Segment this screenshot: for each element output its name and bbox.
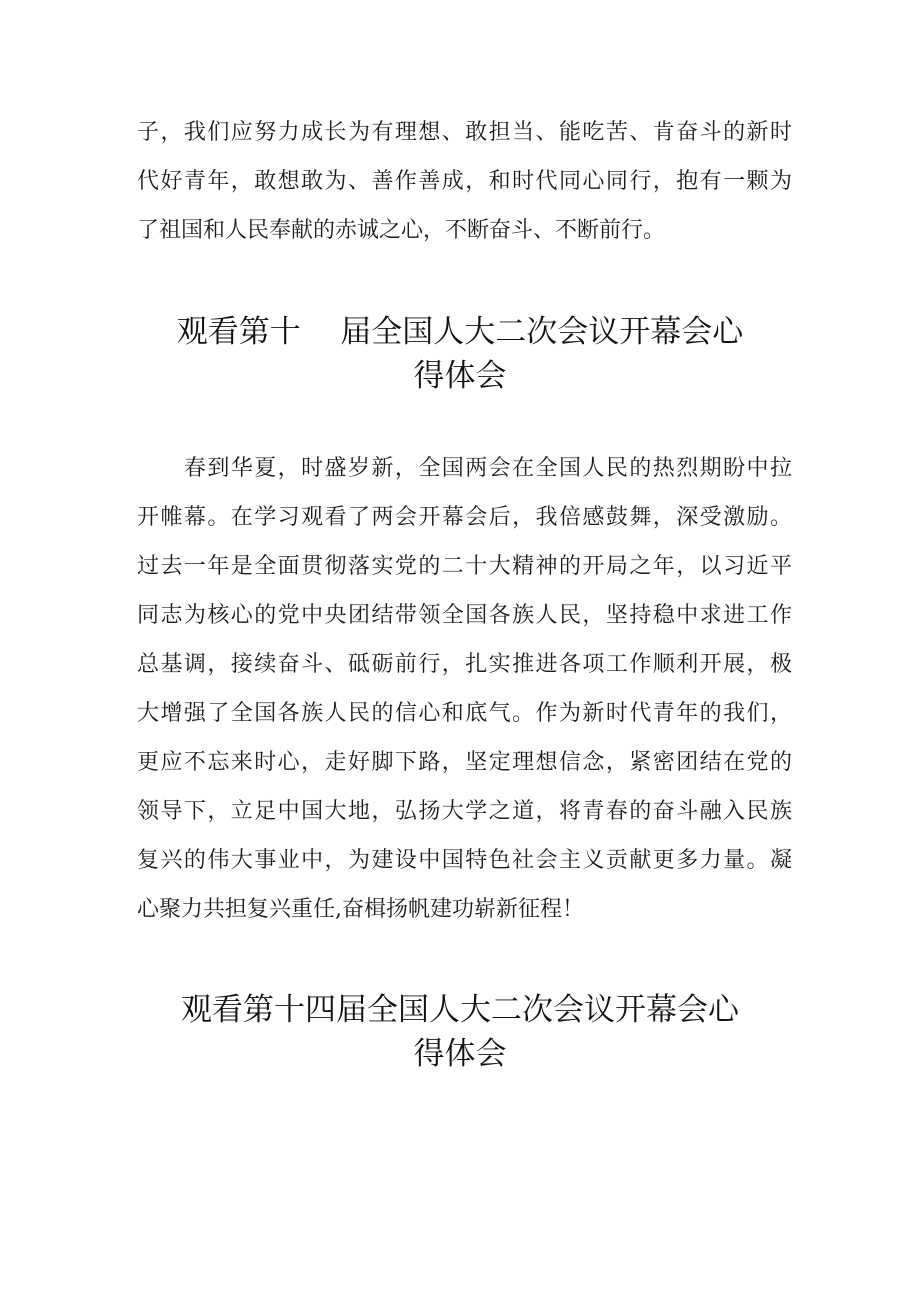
paragraph-line: 心聚力共担复兴重任,奋楫扬帆建功崭新征程！ [137, 897, 584, 922]
paragraph-line: 了祖国和人民奉献的赤诚之心，不断奋斗、不断前行。 [137, 218, 666, 243]
paragraph-line: 开帷幕。在学习观看了两会开幕会后，我倍感鼓舞，深受激励。 [137, 505, 792, 530]
paragraph-line: 春到华夏，时盛岁新，全国两会在全国人民的热烈期盼中拉 [137, 456, 792, 481]
heading-line: 观看第十 届全国人大二次会议开幕会心 [176, 314, 744, 350]
continuation-paragraph [137, 108, 792, 255]
paragraph-line: 领导下，立足中国大地，弘扬大学之道，将青春的奋斗融入民族 [137, 799, 792, 824]
paragraph-line: 子，我们应努力成长为有理想、敢担当、能吃苦、肯奋斗的新时 [137, 120, 792, 145]
paragraph-line: 同志为核心的党中央团结带领全国各族人民，坚持稳中求进工作 [137, 603, 792, 628]
paragraph-line: 大增强了全国各族人民的信心和底气。作为新时代青年的我们， [137, 701, 792, 726]
paragraph-line: 代好青年，敢想敢为、善作善成，和时代同心同行，抱有一颗为 [137, 169, 792, 194]
section-heading [100, 310, 820, 398]
section-paragraph [137, 444, 792, 934]
heading-line: 得体会 [413, 1036, 507, 1072]
heading-line: 得体会 [413, 358, 507, 394]
paragraph-line: 复兴的伟大事业中，为建设中国特色社会主义贡献更多力量。凝 [137, 848, 792, 873]
heading-line: 观看第十四届全国人大二次会议开幕会心 [181, 992, 739, 1028]
paragraph-line: 更应不忘来时心，走好脚下路，坚定理想信念，紧密团结在党的 [137, 750, 792, 775]
paragraph-line: 总基调，接续奋斗、砥砺前行，扎实推进各项工作顺利开展，极 [137, 652, 792, 677]
section-heading [100, 988, 820, 1076]
paragraph-line: 过去一年是全面贯彻落实党的二十大精神的开局之年，以习近平 [137, 554, 792, 579]
